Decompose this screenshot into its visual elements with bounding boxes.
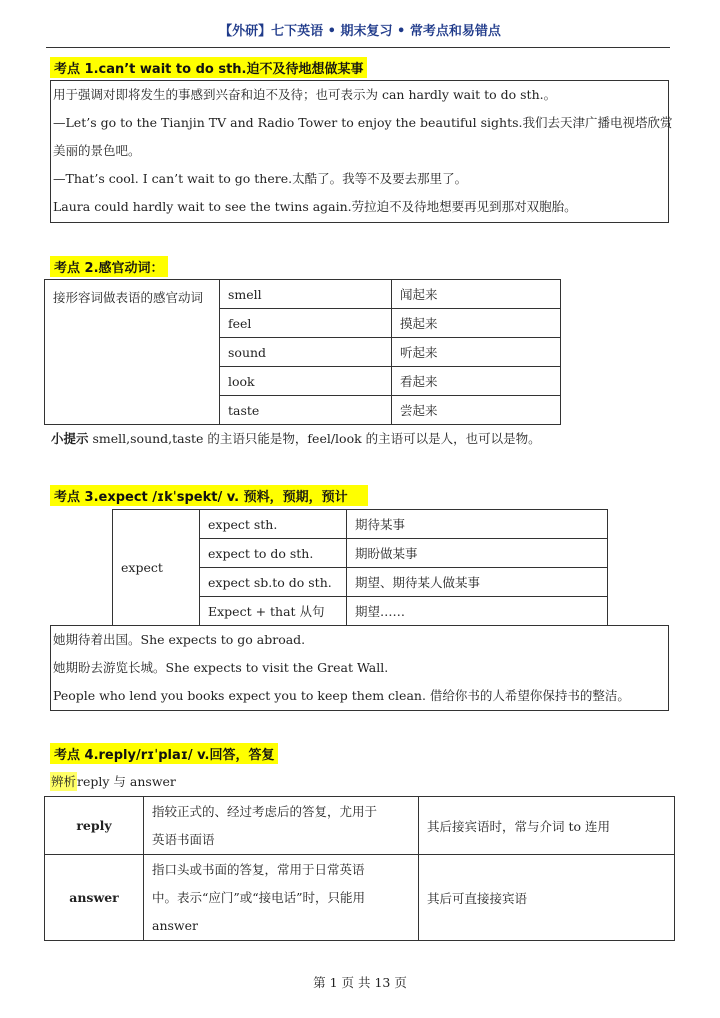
section-1-heading: 考点 1.can’t wait to do sth.迫不及待地想做某事 — [50, 57, 367, 78]
sense-verb-zh: 摸起来 — [392, 309, 561, 338]
expect-pattern: expect sb.to do sth. — [200, 568, 347, 597]
sense-verb-en: sound — [220, 338, 392, 367]
section-1-line: —Let’s go to the Tianjin TV and Radio Tower to enjoy the beautiful sights.我们去天津广播电视塔欣赏 — [53, 115, 673, 130]
sense-verbs-table — [44, 279, 561, 425]
expect-pattern: expect sth. — [200, 510, 347, 539]
compare-description — [144, 797, 419, 855]
page-header: 【外研】七下英语 • 期末复习 • 常考点和易错点 — [219, 24, 501, 39]
expect-meaning: 期盼做某事 — [347, 539, 608, 568]
compare-usage: 其后可直接接宾语 — [419, 855, 675, 941]
description-line: 中。表示“应门”或“接电话”时，只能用 — [152, 889, 366, 905]
table-row — [113, 510, 608, 539]
expect-meaning: 期望、期待某人做某事 — [347, 568, 608, 597]
sense-verb-zh: 看起来 — [392, 367, 561, 396]
page-number: 第 1 页 共 13 页 — [313, 975, 407, 990]
reply-answer-table — [44, 796, 675, 941]
description-line: 英语书面语 — [152, 831, 215, 847]
table-row — [45, 280, 561, 309]
section-1-line: 美丽的景色吧。 — [53, 143, 141, 158]
table-row — [45, 797, 675, 855]
sense-verb-zh: 闻起来 — [392, 280, 561, 309]
expect-word: expect — [113, 510, 200, 626]
sense-verb-zh: 听起来 — [392, 338, 561, 367]
table-row — [45, 855, 675, 941]
example-sentence: 她期盼去游览长城。She expects to visit the Great Wall. — [53, 660, 389, 675]
expect-pattern: expect to do sth. — [200, 539, 347, 568]
expect-meaning: 期待某事 — [347, 510, 608, 539]
section-1-box — [50, 80, 673, 223]
expect-pattern: Expect + that 从句 — [200, 597, 347, 626]
section-3-heading: 考点 3.expect /ɪkˈspekt/ v. 预料，预期，预计 — [50, 485, 368, 506]
section-1-line: —That’s cool. I can’t wait to go there.太酷了。我等不及要去那里了。 — [53, 171, 468, 186]
sense-verb-zh: 尝起来 — [392, 396, 561, 425]
tip-label: 小提示 — [51, 431, 89, 446]
description-line: 指口头或书面的答复，常用于日常英语 — [152, 861, 365, 877]
section-3-examples — [50, 625, 669, 711]
sense-verb-en: smell — [220, 280, 392, 309]
sense-verbs-category: 接形容词做表语的感官动词 — [45, 280, 220, 425]
analysis-label: 辨析 — [51, 774, 77, 789]
analysis-text: reply 与 answer — [77, 774, 176, 789]
section-4-heading: 考点 4.reply/rɪˈplaɪ/ v.回答，答复 — [50, 743, 278, 764]
expect-meaning: 期望…… — [347, 597, 608, 626]
description-line: 指较正式的、经过考虑后的答复，尤用于 — [152, 803, 378, 819]
sense-verb-en: look — [220, 367, 392, 396]
compare-word: answer — [45, 855, 144, 941]
header-rule — [46, 47, 670, 48]
sense-verb-en: taste — [220, 396, 392, 425]
example-sentence: People who lend you books expect you to keep them clean. 借给你书的人希望你保持书的整洁。 — [53, 688, 630, 703]
compare-usage: 其后接宾语时，常与介词 to 连用 — [419, 797, 675, 855]
expect-table — [112, 509, 608, 626]
section-2-tip — [51, 425, 541, 453]
analysis-line — [50, 768, 176, 796]
compare-word: reply — [45, 797, 144, 855]
tip-text: smell,sound,taste 的主语只能是物，feel/look 的主语可以是人，也可以是物。 — [88, 431, 541, 446]
sense-verb-en: feel — [220, 309, 392, 338]
description-line: answer — [152, 917, 198, 933]
section-1-line: 用于强调对即将发生的事感到兴奋和迫不及待；也可表示为 can hardly wait to do sth.。 — [53, 87, 557, 102]
example-sentence: 她期待着出国。She expects to go abroad. — [53, 632, 306, 647]
section-2-heading: 考点 2.感官动词： — [50, 256, 168, 277]
section-1-line: Laura could hardly wait to see the twins again.劳拉迫不及待地想要再见到那对双胞胎。 — [53, 199, 577, 214]
compare-description — [144, 855, 419, 941]
